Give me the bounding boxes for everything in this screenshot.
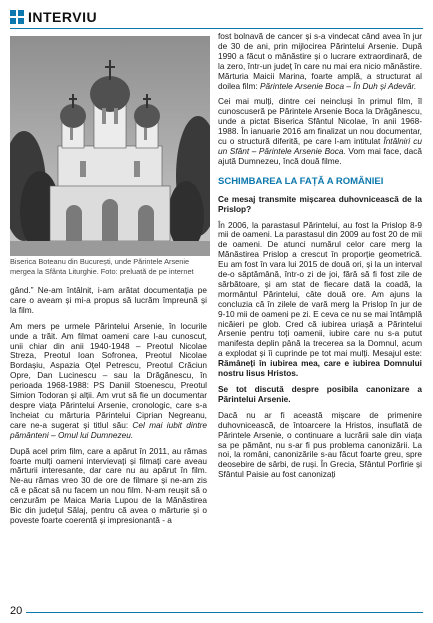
paragraph: gând.” Ne-am întâlnit, i-am arătat documentația pe care o aveam și mi-a propus să lucrăm împreună și la film.: [10, 285, 207, 315]
right-text-column: [218, 32, 422, 486]
film-title: Întâlniri cu un Sfânt – Părintele Arsenie Boca.: [218, 136, 422, 156]
paragraph: După acel prim film, care a apărut în 2011, au rămas foarte mulți oameni intervievați și filmați care aveau mărturii interesante, dar care nu au apărut în film. Ne-au rămas vreo 30 de ore de filmare și ne-am zis că e păcat să nu facem un nou film. N-am reușit să o cenzurăm pe Maica Maria Lupou de la Mănăstirea Bic din județul Sălaj, pentru că avea o mărturie și o poveste foarte coerentă și impresionantă - a: [10, 445, 207, 525]
section-title: INTERVIU: [28, 9, 98, 25]
interview-answer: În 2006, la parastasul Părintelui, au fost la Prislop 8-9 mii de oameni. La parastasul din 2009 au fost 20 de mii de oameni. De atunci numărul celor care merg la Mănăstirea Prislop a crescut în proporție geometrică. Eu am fost în vara lui 2015 de două ori, și la un interval de-o săptămână, într-o zi de joi, fără să fi fost zile de sărbătoare, și am stat de fiecare dată la coadă, la mormântul Părintelui, câte două ore. Am ajuns la concluzia că în zilele de vară merg la Prislop în jur de 9-10 mii de oameni pe zi. E ceva ce nu se mai întâmplă nicăieri pe glob. Cred că iubirea uriașă a Părintelui Arsenie pentru toți oamenii, iubire care nu s-a putut manifesta deplin până la trecerea sa la Domnul, acum a explodat și îi cuprinde pe tot mai mulți. Mesajul este: Rămâneți în iubirea mea, care e iubirea Domnului nostru Iisus Hristos.: [218, 219, 422, 379]
paragraph: fost bolnavă de cancer și s-a vindecat când avea în jur de 30 de ani, prin mijlocirea Părintelui Arsenie. După 1990 a făcut o mănăstire și o lucrare extraordinară, de la zero, într-un județ în care nu mai era nicio mănăstire. Mărturia Maicii Marina, foarte amplă, a structurat al doilea film: Părintele Arsenie Boca – În Duh și Adevăr.: [218, 31, 422, 91]
footer-divider: [26, 612, 423, 613]
photo-caption: Biserica Boteanu din București, unde Părintele Arsenie mergea la Sfânta Liturghie. Foto: preluată de pe internet: [10, 257, 194, 276]
film-title: Părintele Arsenie Boca – În Duh și Adevăr.: [259, 80, 417, 91]
left-text-column: [10, 286, 207, 532]
header-divider: [10, 28, 423, 29]
section-heading: SCHIMBAREA LA FAȚĂ A ROMÂNIEI: [218, 175, 384, 187]
emphasized-message: Rămâneți în iubirea mea, care e iubirea Domnului nostru Iisus Hristos.: [218, 358, 422, 379]
plus-logo-icon: [10, 10, 24, 24]
interview-answer: Dacă nu ar fi această mișcare de primenire duhovnicească, de întoarcere la Hristos, insuflată de Părintele Arsenie, o continuare a lucrării sale din viața sa pe pământ, nu s-ar fi pus problema canonizării. La noi, la români, canonizările s-au făcut foarte greu, spre deosebire de sârbi, de ruși. În Grecia, Sfântul Porfirie și Sfântul Paisie au fost canonizați: [218, 409, 422, 480]
page-number: 20: [10, 605, 23, 617]
film-title: Cel mai iubit dintre pământeni – Omul lui Dumnezeu.: [10, 419, 207, 440]
interview-question: Se tot discută despre posibila canonizare a Părintelui Arsenie.: [218, 384, 422, 404]
paragraph: Cei mai mulți, dintre cei neincluși în primul film, îl cunoscuseră pe Părintele Arsenie Boca la Drăgănescu, unde a pictat Biserica Sfântul Nicolae, în anii 1968-1988. În ianuarie 2016 am finalizat un nou documentar, cu o structură diferită, pe care l-am intitulat Întâlniri cu un Sfânt – Părintele Arsenie Boca. Vom mai face, dacă ajută Dumnezeu, încă două filme.: [218, 96, 423, 166]
church-photo: [10, 36, 210, 256]
interview-question: Ce mesaj transmite mișcarea duhovnicească de la Prislop?: [218, 193, 422, 214]
paragraph: Am mers pe urmele Părintelui Arsenie, în locurile unde a trăit. Am filmat oameni care l-au cunoscut, unii chiar din anii 1940-1948 – Preotul Nicolae Streza, Preotul Ioan Sofronea, Preotul Nicolae Bordașiu, Aspazia Oțel Petrescu, Preotul Crăciun Opre, Dan Lucinescu – sau la Drăgănescu, în perioada 1968-1988: PS Daniil Stoenescu, Preotul Simion Todoran și alții. Am vrut să fie un documentar despre viața Părintelui Arsenie, cronologic, care s-a încheiat cu mărturia Părintelui Ciprian Negreanu, care ne-a sugerat și titlul său: Cel mai iubit dintre pământeni – Omul lui Dumnezeu.: [10, 320, 207, 440]
section-header: [10, 8, 97, 26]
